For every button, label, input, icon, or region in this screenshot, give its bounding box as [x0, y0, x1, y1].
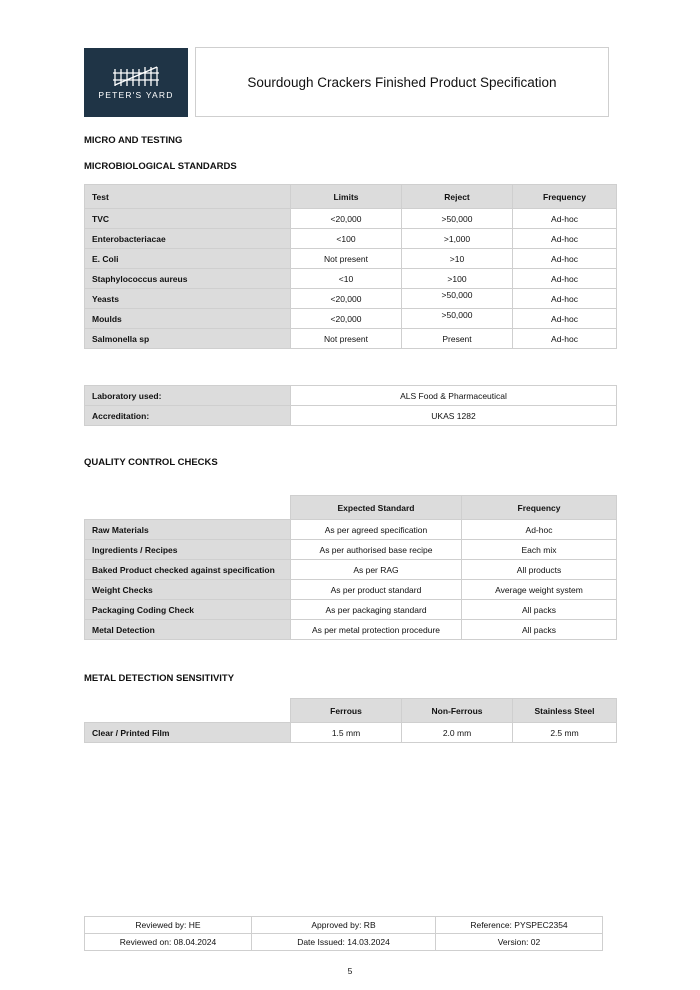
accreditation-label: Accreditation:	[85, 406, 291, 426]
frequency-value: Each mix	[462, 540, 617, 560]
expected-standard-value: As per RAG	[291, 560, 462, 580]
section-heading-micro-standards: MICROBIOLOGICAL STANDARDS	[84, 161, 237, 172]
date-issued: Date Issued: 14.03.2024	[252, 934, 436, 951]
limit-value: <20,000	[291, 309, 402, 329]
table-row	[85, 580, 617, 600]
page-number: 5	[347, 966, 353, 976]
frequency-value: All packs	[462, 620, 617, 640]
logo-brand-text: PETER'S YARD	[98, 90, 174, 100]
table-row	[85, 229, 617, 249]
frequency-value: Ad-hoc	[513, 229, 617, 249]
limit-value: Not present	[291, 329, 402, 349]
column-header-ferrous: Ferrous	[291, 699, 402, 723]
row-label: Weight Checks	[85, 580, 291, 600]
reject-value: >50,000	[402, 309, 513, 329]
column-header-expected-standard: Expected Standard	[291, 496, 462, 520]
reject-value: >50,000	[402, 289, 513, 309]
limit-value: <20,000	[291, 209, 402, 229]
table-row	[85, 269, 617, 289]
section-heading-metal-detection: METAL DETECTION SENSITIVITY	[84, 673, 235, 684]
laboratory-value: ALS Food & Pharmaceutical	[291, 386, 617, 406]
row-label: E. Coli	[85, 249, 291, 269]
expected-standard-value: As per agreed specification	[291, 520, 462, 540]
metal-detection-table	[84, 698, 617, 743]
footer-row	[85, 934, 603, 951]
table-row	[85, 540, 617, 560]
frequency-value: Average weight system	[462, 580, 617, 600]
frequency-value: All packs	[462, 600, 617, 620]
row-label: Clear / Printed Film	[85, 723, 291, 743]
column-header-non-ferrous: Non-Ferrous	[402, 699, 513, 723]
row-label: Packaging Coding Check	[85, 600, 291, 620]
table-row	[85, 386, 617, 406]
table-row	[85, 249, 617, 269]
row-label: Raw Materials	[85, 520, 291, 540]
row-label: Ingredients / Recipes	[85, 540, 291, 560]
reference: Reference: PYSPEC2354	[436, 917, 603, 934]
gate-logo-icon	[113, 65, 159, 87]
expected-standard-value: As per authorised base recipe	[291, 540, 462, 560]
laboratory-label: Laboratory used:	[85, 386, 291, 406]
blank-header-cell	[85, 496, 291, 520]
table-row	[85, 560, 617, 580]
table-header-row	[85, 496, 617, 520]
table-row	[85, 329, 617, 349]
frequency-value: Ad-hoc	[513, 269, 617, 289]
expected-standard-value: As per packaging standard	[291, 600, 462, 620]
row-label: Baked Product checked against specification	[85, 560, 291, 580]
frequency-value: Ad-hoc	[513, 289, 617, 309]
limit-value: <20,000	[291, 289, 402, 309]
column-header-frequency: Frequency	[513, 185, 617, 209]
footer-row	[85, 917, 603, 934]
reject-value: >50,000	[402, 209, 513, 229]
table-header-row	[85, 699, 617, 723]
column-header-frequency: Frequency	[462, 496, 617, 520]
document-title: Sourdough Crackers Finished Product Specification	[247, 74, 557, 90]
document-footer-table	[84, 916, 603, 951]
reject-value: >100	[402, 269, 513, 289]
table-row	[85, 406, 617, 426]
row-label: TVC	[85, 209, 291, 229]
row-label: Yeasts	[85, 289, 291, 309]
row-label: Metal Detection	[85, 620, 291, 640]
ferrous-value: 1.5 mm	[291, 723, 402, 743]
microbiological-standards-table	[84, 184, 617, 349]
laboratory-table	[84, 385, 617, 426]
table-row	[85, 723, 617, 743]
quality-control-table	[84, 495, 617, 640]
limit-value: <100	[291, 229, 402, 249]
frequency-value: All products	[462, 560, 617, 580]
reject-value: >10	[402, 249, 513, 269]
column-header-test: Test	[85, 185, 291, 209]
company-logo	[84, 48, 188, 117]
frequency-value: Ad-hoc	[513, 309, 617, 329]
column-header-limits: Limits	[291, 185, 402, 209]
accreditation-value: UKAS 1282	[291, 406, 617, 426]
approved-by: Approved by: RB	[252, 917, 436, 934]
row-label: Moulds	[85, 309, 291, 329]
expected-standard-value: As per product standard	[291, 580, 462, 600]
reviewed-by: Reviewed by: HE	[85, 917, 252, 934]
section-heading-qc-checks: QUALITY CONTROL CHECKS	[84, 457, 218, 468]
stainless-steel-value: 2.5 mm	[513, 723, 617, 743]
non-ferrous-value: 2.0 mm	[402, 723, 513, 743]
limit-value: Not present	[291, 249, 402, 269]
reject-value: Present	[402, 329, 513, 349]
blank-header-cell	[85, 699, 291, 723]
row-label: Salmonella sp	[85, 329, 291, 349]
column-header-stainless-steel: Stainless Steel	[513, 699, 617, 723]
table-row	[85, 209, 617, 229]
table-row	[85, 520, 617, 540]
table-row	[85, 289, 617, 309]
reject-value: >1,000	[402, 229, 513, 249]
section-heading-micro-testing: MICRO AND TESTING	[84, 135, 183, 146]
table-row	[85, 620, 617, 640]
table-row	[85, 600, 617, 620]
row-label: Staphylococcus aureus	[85, 269, 291, 289]
frequency-value: Ad-hoc	[513, 209, 617, 229]
document-title-box	[195, 47, 609, 117]
limit-value: <10	[291, 269, 402, 289]
column-header-reject: Reject	[402, 185, 513, 209]
row-label: Enterobacteriacae	[85, 229, 291, 249]
frequency-value: Ad-hoc	[513, 249, 617, 269]
table-header-row	[85, 185, 617, 209]
frequency-value: Ad-hoc	[513, 329, 617, 349]
table-row	[85, 309, 617, 329]
reviewed-on: Reviewed on: 08.04.2024	[85, 934, 252, 951]
frequency-value: Ad-hoc	[462, 520, 617, 540]
expected-standard-value: As per metal protection procedure	[291, 620, 462, 640]
version: Version: 02	[436, 934, 603, 951]
